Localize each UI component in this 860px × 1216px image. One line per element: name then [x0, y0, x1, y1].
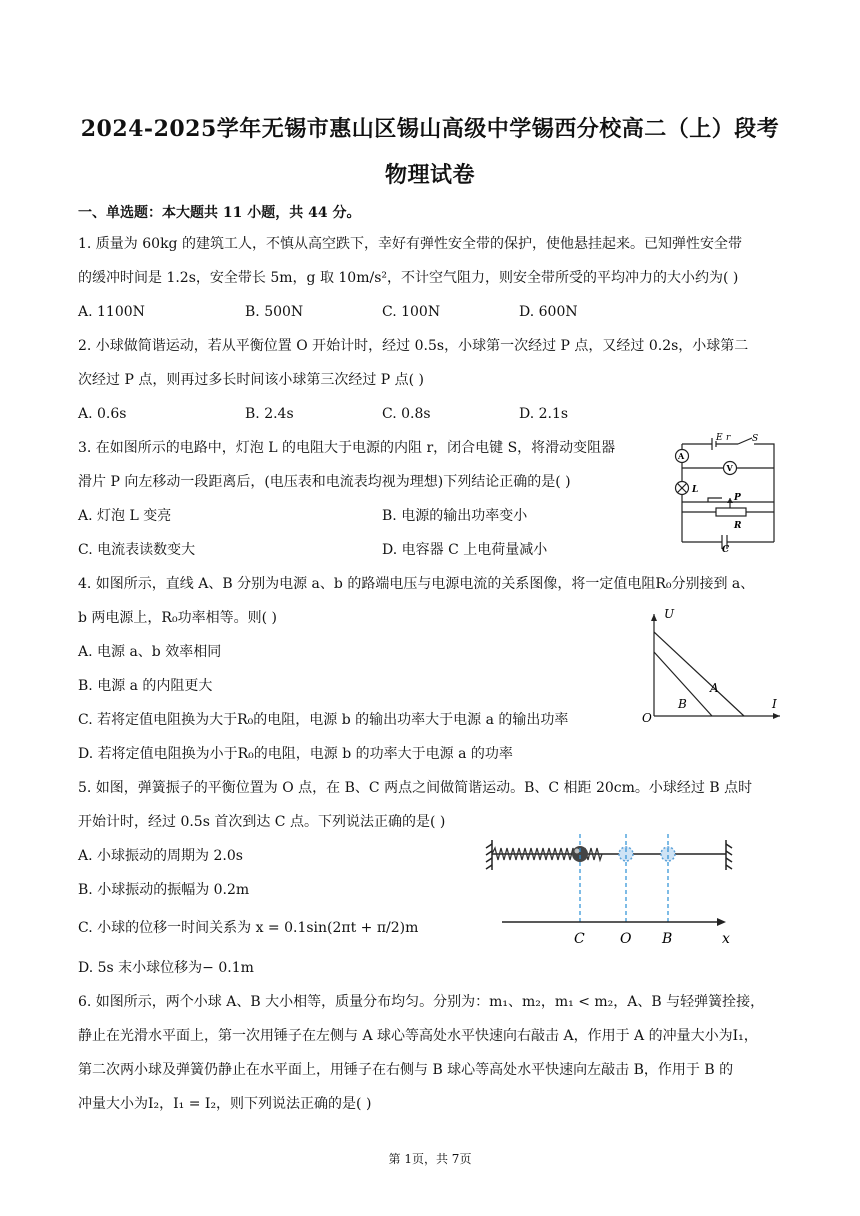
exam-subtitle: 物理试卷 — [384, 162, 475, 188]
q3-stem-line1: 3. 在如图所示的电路中，灯泡 L 的电阻大于电源的内阻 r，闭合电键 S，将滑动变阻器 — [78, 440, 616, 456]
q2-option-b: B. 2.4s — [245, 406, 294, 422]
q3-fig-label-voltmeter: V — [726, 463, 733, 473]
q6-stem-line2: 静止在光滑水平面上，第一次用锤子在左侧与 A 球心等高处水平快速向右敲击 A，作用于 A 的冲量大小为I₁， — [78, 1028, 758, 1044]
q4-fig-origin: O — [642, 711, 652, 724]
q1-stem-line2: 的缓冲时间是 1.2s，安全带长 5m，g 取 10m/s²，不计空气阻力，则安全带所受的平均冲力的大小约为( ) — [78, 270, 739, 286]
section-heading: 一、单选题：本大题共 11 小题，共 44 分。 — [78, 205, 361, 221]
q3-option-b: B. 电源的输出功率变小 — [382, 508, 528, 524]
q1-option-a: A. 1100N — [78, 304, 145, 320]
q5-option-d: D. 5s 末小球位移为− 0.1m — [78, 960, 254, 976]
q3-fig-label-r: r — [726, 433, 731, 443]
q3-fig-label-slider: P — [734, 493, 741, 503]
q6-stem-line4: 冲量大小为I₂，I₁ = I₂，则下列说法正确的是( ) — [78, 1096, 372, 1112]
q3-fig-label-s: S — [752, 434, 759, 444]
q2-stem-line2: 次经过 P 点，则再过多长时间该小球第三次经过 P 点( ) — [78, 372, 425, 388]
q3-stem-line2: 滑片 P 向左移动一段距离后，(电压表和电流表均视为理想)下列结论正确的是( ) — [78, 474, 571, 490]
q4-stem-line1: 4. 如图所示，直线 A、B 分别为电源 a、b 的路端电压与电源电流的关系图像，将一定值电阻R₀分别接到 a、 — [78, 576, 755, 592]
q5-fig-label-x: x — [722, 931, 730, 947]
q5-stem-line2: 开始计时，经过 0.5s 首次到达 C 点。下列说法正确的是( ) — [78, 814, 446, 830]
q1-stem-line1: 1. 质量为 60kg 的建筑工人，不慎从高空跌下，幸好有弹性安全带的保护，使他悬挂起来。已知弹性安全带 — [78, 236, 742, 252]
q6-stem-line1: 6. 如图所示，两个小球 A、B 大小相等，质量分布均匀。分别为：m₁、m₂，m₁ < m₂，A、B 与轻弹簧拴接， — [78, 994, 765, 1010]
q3-fig-label-rheostat: R — [734, 521, 742, 531]
q2-option-d: D. 2.1s — [519, 406, 569, 422]
q1-option-d: D. 600N — [519, 304, 578, 320]
q3-option-d: D. 电容器 C 上电荷量减小 — [382, 542, 548, 558]
q3-fig-label-capacitor: C — [722, 545, 730, 552]
exam-title: 2024-2025学年无锡市惠山区锡山高级中学锡西分校高二（上）段考 — [80, 116, 780, 142]
q4-stem-line2: b 两电源上，R₀功率相等。则( ) — [78, 610, 277, 626]
q4-fig-axis-u: U — [664, 607, 675, 621]
q5-stem-line1: 5. 如图，弹簧振子的平衡位置为 O 点，在 B、C 两点之间做简谐运动。B、C 相距 20cm。小球经过 B 点时 — [78, 780, 753, 796]
q3-option-c: C. 电流表读数变大 — [78, 542, 196, 558]
q3-option-a: A. 灯泡 L 变亮 — [78, 508, 172, 524]
page-footer: 第 1页，共 7页 — [388, 1152, 472, 1166]
q1-option-c: C. 100N — [382, 304, 441, 320]
q4-ui-graph — [640, 604, 790, 724]
q3-fig-label-lamp: L — [692, 485, 699, 495]
q1-option-b: B. 500N — [245, 304, 304, 320]
q5-spring-oscillator-diagram — [482, 830, 762, 948]
q2-stem-line1: 2. 小球做简谐运动，若从平衡位置 O 开始计时，经过 0.5s，小球第一次经过 P 点，又经过 0.2s，小球第二 — [78, 338, 749, 354]
q6-stem-line3: 第二次两小球及弹簧仍静止在水平面上，用锤子在右侧与 B 球心等高处水平快速向左敲击 B，作用于 B 的 — [78, 1062, 734, 1078]
q3-circuit-diagram — [672, 430, 782, 552]
q4-option-c: C. 若将定值电阻换为大于R₀的电阻，电源 b 的输出功率大于电源 a 的输出功率 — [78, 712, 569, 728]
q4-fig-axis-i: I — [772, 697, 777, 711]
q5-option-b: B. 小球振动的振幅为 0.2m — [78, 882, 250, 898]
q4-fig-line-a: A — [710, 681, 719, 695]
q5-fig-label-c: C — [574, 931, 585, 947]
q4-option-a: A. 电源 a、b 效率相同 — [78, 644, 222, 660]
q2-option-c: C. 0.8s — [382, 406, 431, 422]
q4-fig-line-b: B — [678, 697, 687, 711]
q4-option-b: B. 电源 a 的内阻更大 — [78, 678, 213, 694]
q4-option-d: D. 若将定值电阻换为小于R₀的电阻，电源 b 的功率大于电源 a 的功率 — [78, 746, 513, 762]
q5-option-c: C. 小球的位移一时间关系为 x = 0.1sin(2πt + π/2)m — [78, 920, 419, 936]
q3-fig-label-ammeter: A — [678, 451, 685, 461]
q5-option-a: A. 小球振动的周期为 2.0s — [78, 848, 243, 864]
q3-fig-label-e: E — [716, 433, 723, 443]
q2-option-a: A. 0.6s — [78, 406, 127, 422]
q5-fig-label-b: B — [662, 931, 673, 947]
q5-fig-label-o: O — [620, 931, 632, 947]
